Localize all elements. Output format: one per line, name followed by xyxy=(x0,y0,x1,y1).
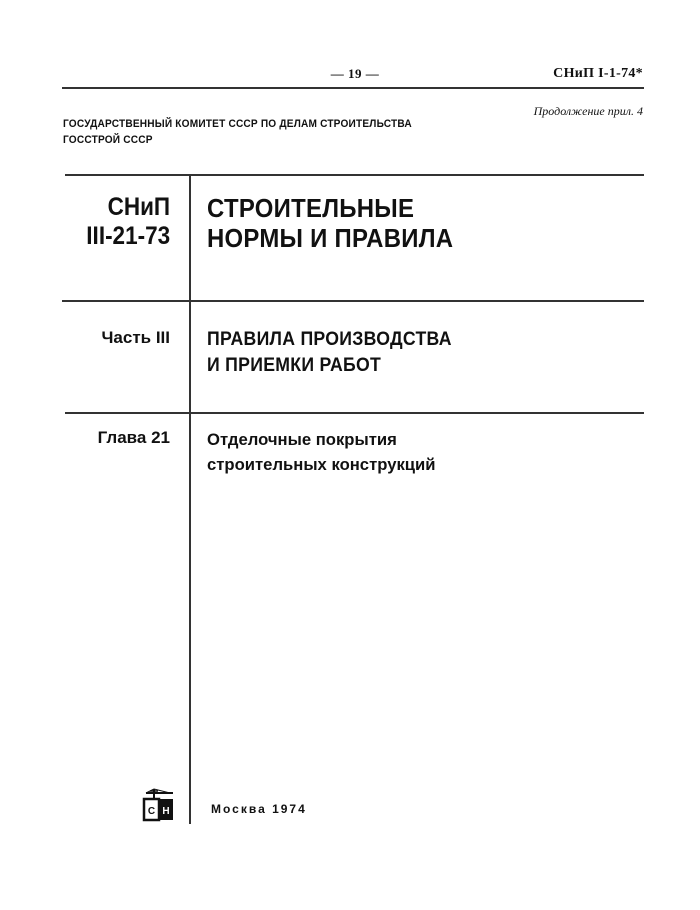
main-title-line-1: СТРОИТЕЛЬНЫЕ xyxy=(207,193,415,223)
snip-code xyxy=(86,193,170,251)
logo-letter-n: Н xyxy=(162,806,170,817)
publisher-logo-icon xyxy=(140,787,176,823)
publication-city-year: Москва 1974 xyxy=(211,802,307,816)
document-code: СНиП I-1-74* xyxy=(553,66,643,81)
chapter-title-line-1: Отделочные покрытия xyxy=(207,430,397,449)
column-divider xyxy=(189,176,191,824)
committee-name xyxy=(63,116,412,148)
committee-line-1: ГОСУДАРСТВЕННЫЙ КОМИТЕТ СССР ПО ДЕЛАМ СТРОИТЕЛЬСТВА xyxy=(63,118,412,130)
section-divider-chapter xyxy=(65,412,644,414)
continuation-note: Продолжение прил. 4 xyxy=(533,104,643,118)
chapter-title xyxy=(207,427,436,477)
chapter-title-line-2: строительных конструкций xyxy=(207,455,436,474)
chapter-label: Глава 21 xyxy=(97,428,170,447)
section-divider-part xyxy=(62,300,644,302)
part-label: Часть III xyxy=(101,328,170,347)
section-divider-top xyxy=(65,174,644,176)
committee-line-2: ГОССТРОЙ СССР xyxy=(63,134,153,146)
logo-letter-s: С xyxy=(147,806,156,817)
main-title xyxy=(207,193,453,253)
part-title-line-1: ПРАВИЛА ПРОИЗВОДСТВА xyxy=(207,329,452,350)
page-number: — 19 — xyxy=(330,66,380,81)
snip-code-line-2: III-21-73 xyxy=(86,222,170,250)
main-title-line-2: НОРМЫ И ПРАВИЛА xyxy=(207,223,454,253)
part-title xyxy=(207,327,452,379)
snip-code-line-1: СНиП xyxy=(107,193,170,221)
header-rule xyxy=(62,87,644,89)
part-title-line-2: И ПРИЕМКИ РАБОТ xyxy=(207,355,382,376)
